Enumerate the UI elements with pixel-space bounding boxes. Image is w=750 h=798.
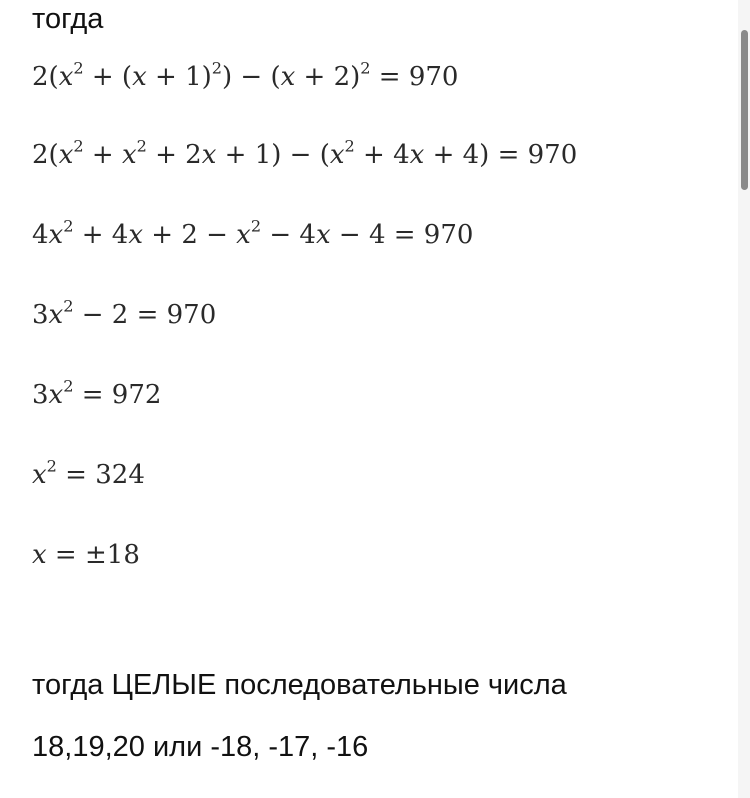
scrollbar-thumb[interactable] (741, 30, 748, 190)
equation-line-1: $2(x^2 + (x + 1)^2) - (x + 2)^2 = 970$ (32, 58, 459, 92)
vertical-scrollbar[interactable] (738, 0, 750, 798)
equation-line-5: $3x^2 = 972$ (32, 376, 162, 410)
equation-line-2: $2(x^2 + x^2 + 2x + 1) - (x^2 + 4x + 4) = 970$ (32, 136, 578, 170)
equation-line-3: $4x^2 + 4x + 2 - x^2 - 4x - 4 = 970$ (32, 216, 474, 250)
conclusion-text: тогда ЦЕЛЫЕ последовательные числа (32, 669, 567, 701)
equation-line-4: $3x^2 - 2 = 970$ (32, 296, 217, 330)
intro-text: тогда (32, 3, 104, 35)
equation-line-7: x = ±18 (32, 540, 140, 570)
equation-line-6: $x^2 = 324$ (32, 456, 145, 490)
answer-text: 18,19,20 или -18, -17, -16 (32, 731, 369, 763)
